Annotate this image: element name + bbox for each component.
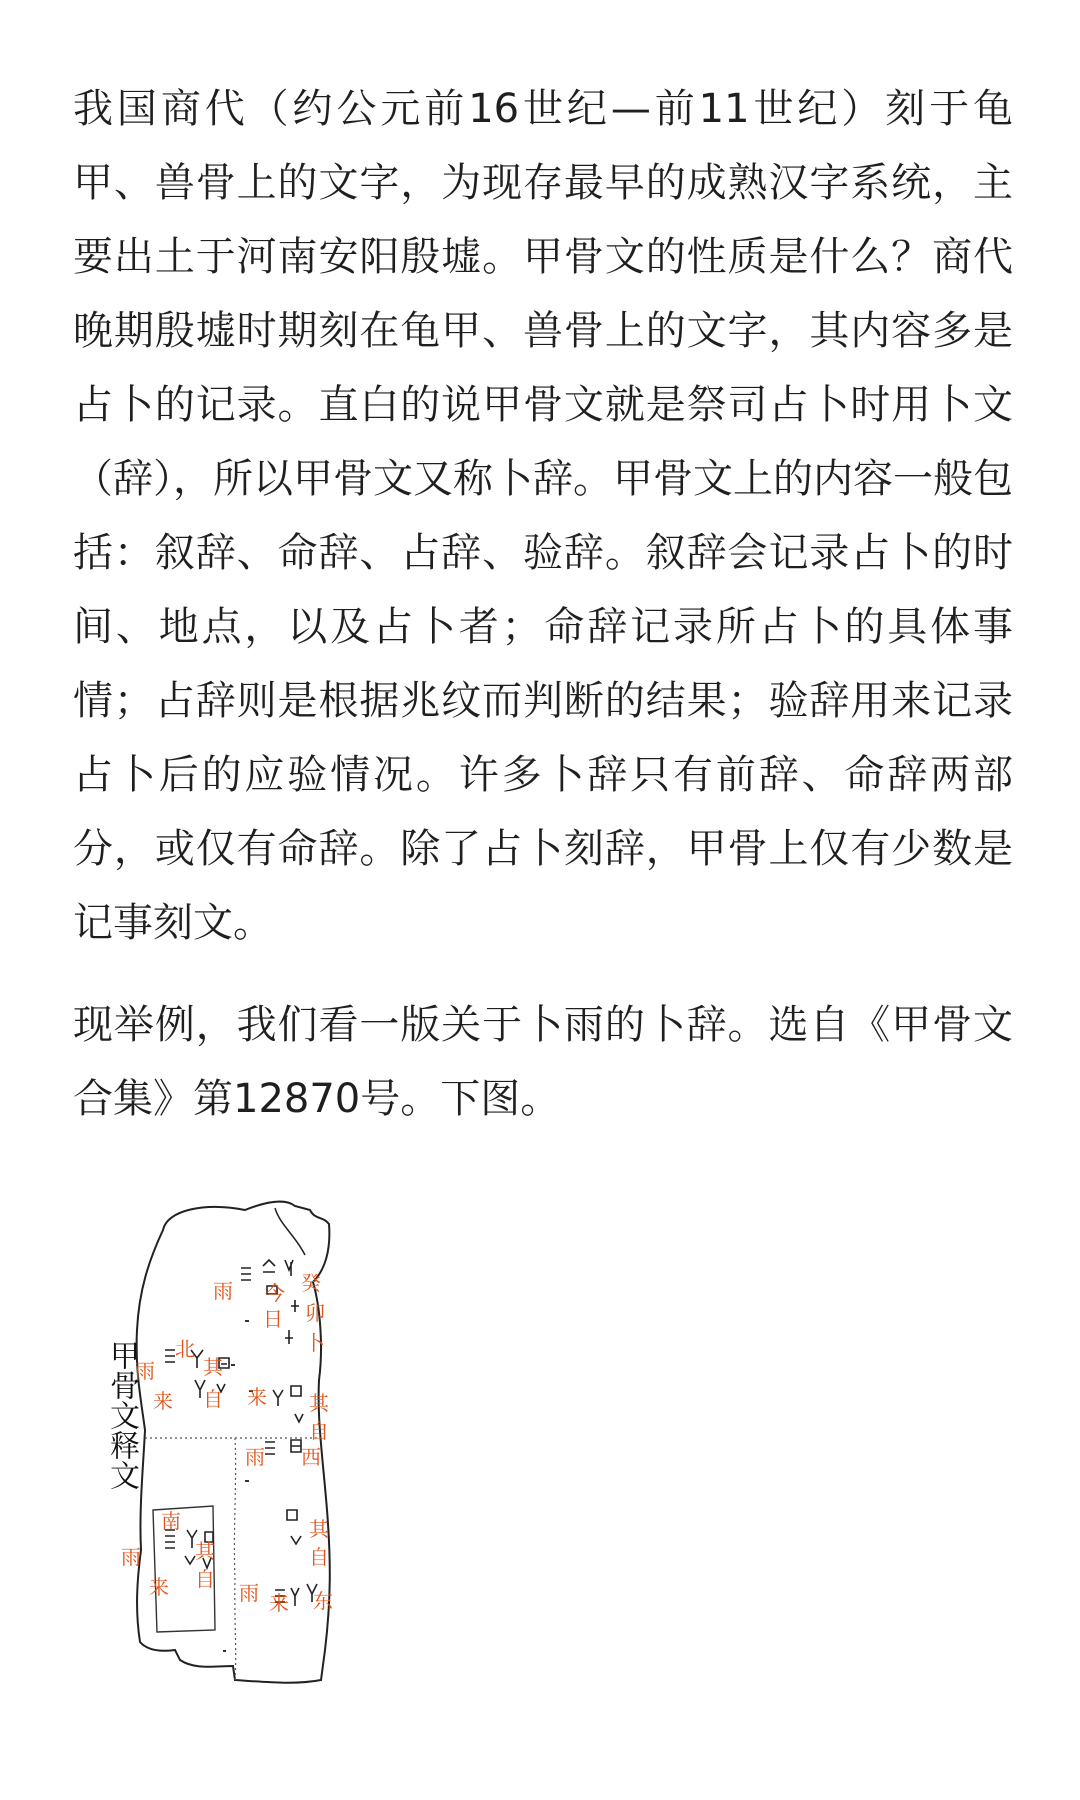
glyph-label: 雨 — [135, 1359, 155, 1383]
glyph-label: 其 — [309, 1517, 329, 1541]
glyph-label: 自 — [195, 1567, 215, 1591]
glyph-label: 癸 — [301, 1271, 321, 1295]
glyph-label: 自 — [203, 1387, 223, 1411]
oracle-bone-rubbing-figure — [95, 1180, 415, 1710]
glyph-label: 雨 — [239, 1581, 259, 1605]
glyph-label: 来 — [149, 1575, 169, 1599]
article-paragraph: 现举例，我们看一版关于卜雨的卜辞。选自《甲骨文合集》第12870号。下图。 — [73, 1002, 1013, 1122]
glyph-label: 卜 — [305, 1331, 325, 1355]
figure-side-caption: 甲骨文释文 — [104, 1340, 139, 1490]
glyph-label: 日 — [263, 1307, 283, 1331]
glyph-label: 雨 — [121, 1545, 141, 1569]
glyph-label: 卯 — [305, 1301, 325, 1325]
glyph-label: 雨 — [213, 1279, 233, 1303]
glyph-label: 今 — [265, 1281, 285, 1305]
glyph-label: 雨 — [245, 1445, 265, 1469]
glyph-label: 北 — [175, 1337, 195, 1361]
glyph-label: 南 — [161, 1509, 181, 1533]
glyph-label: 来 — [153, 1389, 173, 1413]
glyph-label: 东 — [313, 1589, 333, 1613]
glyph-label: 其 — [309, 1391, 329, 1415]
glyph-label: 自 — [309, 1419, 329, 1443]
glyph-label: 来 — [269, 1591, 289, 1615]
article-body — [73, 72, 1013, 1136]
glyph-label: 自 — [309, 1545, 329, 1569]
glyph-label: 西 — [301, 1445, 321, 1469]
glyph-label: 来 — [247, 1385, 267, 1409]
article-paragraph: 我国商代（约公元前16世纪—前11世纪）刻于龟甲、兽骨上的文字，为现存最早的成熟汉字系统，主要出土于河南安阳殷墟。甲骨文的性质是什么？商代晚期殷墟时期刻在龟甲、兽骨上的文字，其内容多是占卜的记录。直白的说甲骨文就是祭司占卜时用卜文（辞），所以甲骨文又称卜辞。甲骨文上的内容一般包括：叙辞、命辞、占辞、验辞。叙辞会记录占卜的时间、地点，以及占卜者；命辞记录所占卜的具体事情；占辞则是根据兆纹而判断的结果；验辞用来记录占卜后的应验情况。许多卜辞只有前辞、命辞两部分，或仅有命辞。除了占卜刻辞，甲骨上仅有少数是记事刻文。 — [73, 86, 1013, 946]
glyph-label: 其 — [195, 1539, 215, 1563]
glyph-label: 其 — [203, 1355, 223, 1379]
